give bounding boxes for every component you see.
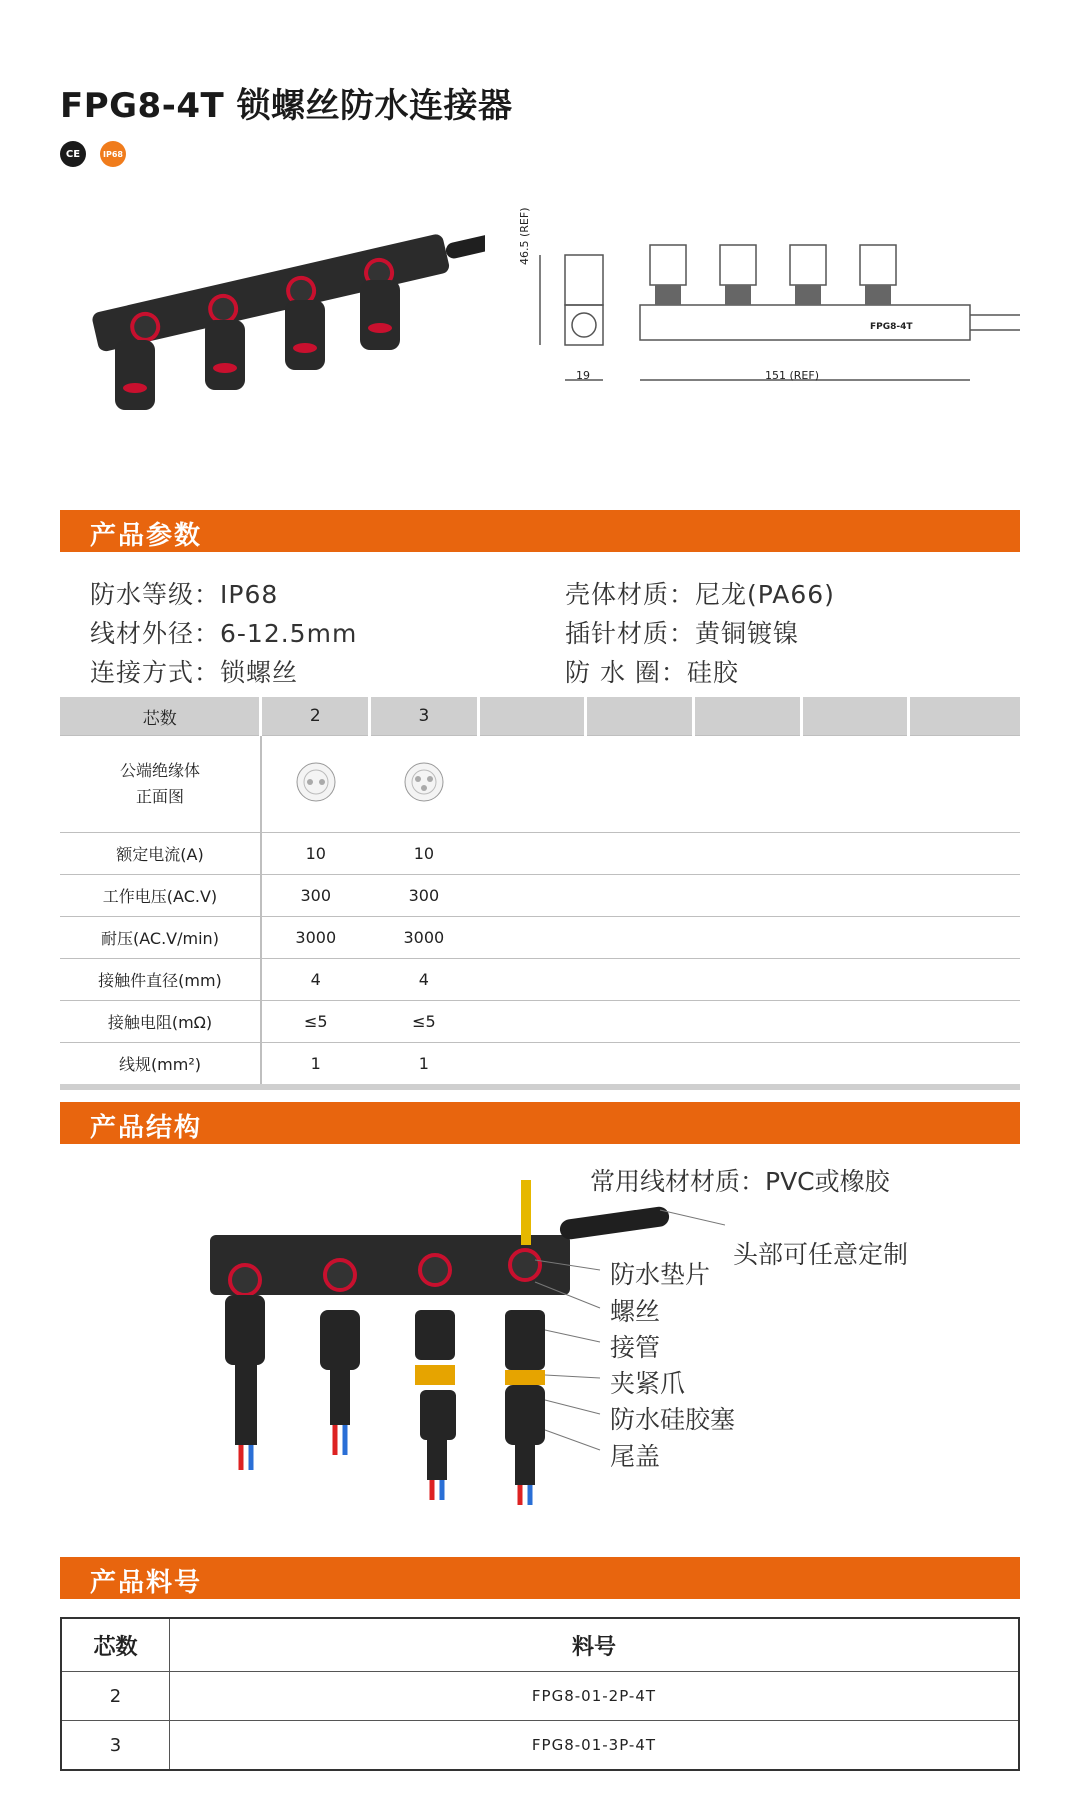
- spec-header-row: [60, 697, 1020, 736]
- spec-cell: 10: [370, 833, 479, 875]
- spec-cell: ≤5: [261, 1001, 370, 1043]
- spec-face-row: [60, 736, 1020, 833]
- ce-badge: CE: [60, 141, 86, 167]
- spec-cell: 4: [370, 959, 479, 1001]
- face-label-line1: 公端绝缘体: [119, 761, 200, 781]
- callout-screw: 螺丝: [610, 1297, 661, 1326]
- structure-section-bar: [60, 1102, 1020, 1144]
- part-number-section-title: 产品料号: [90, 1568, 203, 1598]
- width-dimension: 19: [576, 369, 590, 382]
- spec-cell: 1: [370, 1043, 479, 1088]
- spec-table: [60, 697, 1020, 1090]
- param-waterproof: 防水等级：IP68: [90, 580, 279, 609]
- param-housing: 壳体材质：尼龙(PA66): [565, 580, 835, 609]
- pn-code: FPG8-01-3P-4T: [170, 1721, 1020, 1771]
- params-section-title: 产品参数: [90, 521, 203, 551]
- length-dimension: 151 (REF): [765, 369, 819, 382]
- part-number-section-bar: [60, 1557, 1020, 1599]
- structure-section-title: 产品结构: [90, 1113, 203, 1143]
- param-seal: 防 水 圈：硅胶: [565, 658, 739, 687]
- spec-cell: 3000: [370, 917, 479, 959]
- spec-row: [60, 1001, 1020, 1043]
- spec-row: [60, 875, 1020, 917]
- spec-row-label: 耐压(AC.V/min): [60, 917, 261, 959]
- spec-row-label: 额定电流(A): [60, 833, 261, 875]
- spec-row-label: 接触电阻(mΩ): [60, 1001, 261, 1043]
- callout-gasket: 防水垫片: [610, 1260, 711, 1289]
- callout-head-custom: 头部可任意定制: [733, 1240, 909, 1269]
- pn-header-cores: 芯数: [61, 1618, 170, 1672]
- spec-row-label: 线规(mm²): [60, 1043, 261, 1088]
- ip68-badge: IP68: [100, 141, 126, 167]
- spec-header-empty: [909, 697, 1020, 736]
- spec-row-label: 工作电压(AC.V): [60, 875, 261, 917]
- spec-cell: ≤5: [370, 1001, 479, 1043]
- pn-cores: 2: [61, 1672, 170, 1721]
- part-number-table: [60, 1617, 1020, 1771]
- pn-row: [61, 1721, 1019, 1771]
- pn-row: [61, 1672, 1019, 1721]
- pn-header-part: 料号: [170, 1618, 1020, 1672]
- spec-row: [60, 917, 1020, 959]
- callout-wire-material: 常用线材材质：PVC或橡胶: [590, 1167, 890, 1196]
- face-label-line2: 正面图: [135, 787, 184, 806]
- callout-silicone-plug: 防水硅胶塞: [610, 1405, 736, 1434]
- spec-row-label: 接触件直径(mm): [60, 959, 261, 1001]
- face-3pin: [370, 736, 479, 833]
- param-pin: 插针材质：黄铜镀镍: [565, 619, 800, 648]
- spec-row: [60, 833, 1020, 875]
- spec-header-empty: [586, 697, 694, 736]
- spec-header-2: 2: [261, 697, 370, 736]
- height-dimension: 46.5 (REF): [518, 207, 531, 265]
- spec-row: [60, 1043, 1020, 1088]
- spec-header-empty: [478, 697, 586, 736]
- callout-end-cap: 尾盖: [610, 1442, 661, 1471]
- spec-cell: 10: [261, 833, 370, 875]
- face-label: [60, 736, 261, 833]
- callout-clamp: 夹紧爪: [610, 1369, 686, 1398]
- product-photo: [85, 210, 485, 420]
- page-title: FPG8-4T 锁螺丝防水连接器: [60, 86, 513, 126]
- spec-header-3: 3: [370, 697, 479, 736]
- pn-cores: 3: [61, 1721, 170, 1771]
- spec-cell: 300: [370, 875, 479, 917]
- params-section-bar: [60, 510, 1020, 552]
- spec-cell: 3000: [261, 917, 370, 959]
- spec-cell: 1: [261, 1043, 370, 1088]
- face-2pin: [261, 736, 370, 833]
- spec-cell: 300: [261, 875, 370, 917]
- spec-header-empty: [801, 697, 909, 736]
- spec-header-empty: [694, 697, 802, 736]
- callout-tube: 接管: [610, 1333, 661, 1362]
- param-cable-od: 线材外径：6-12.5mm: [90, 619, 358, 648]
- pn-header-row: [61, 1618, 1019, 1672]
- pn-code: FPG8-01-2P-4T: [170, 1672, 1020, 1721]
- spec-cell: 4: [261, 959, 370, 1001]
- param-connection: 连接方式：锁螺丝: [90, 658, 299, 687]
- spec-row: [60, 959, 1020, 1001]
- spec-header-cores: 芯数: [60, 697, 261, 736]
- drawing-product-label: FPG8-4T: [870, 322, 913, 332]
